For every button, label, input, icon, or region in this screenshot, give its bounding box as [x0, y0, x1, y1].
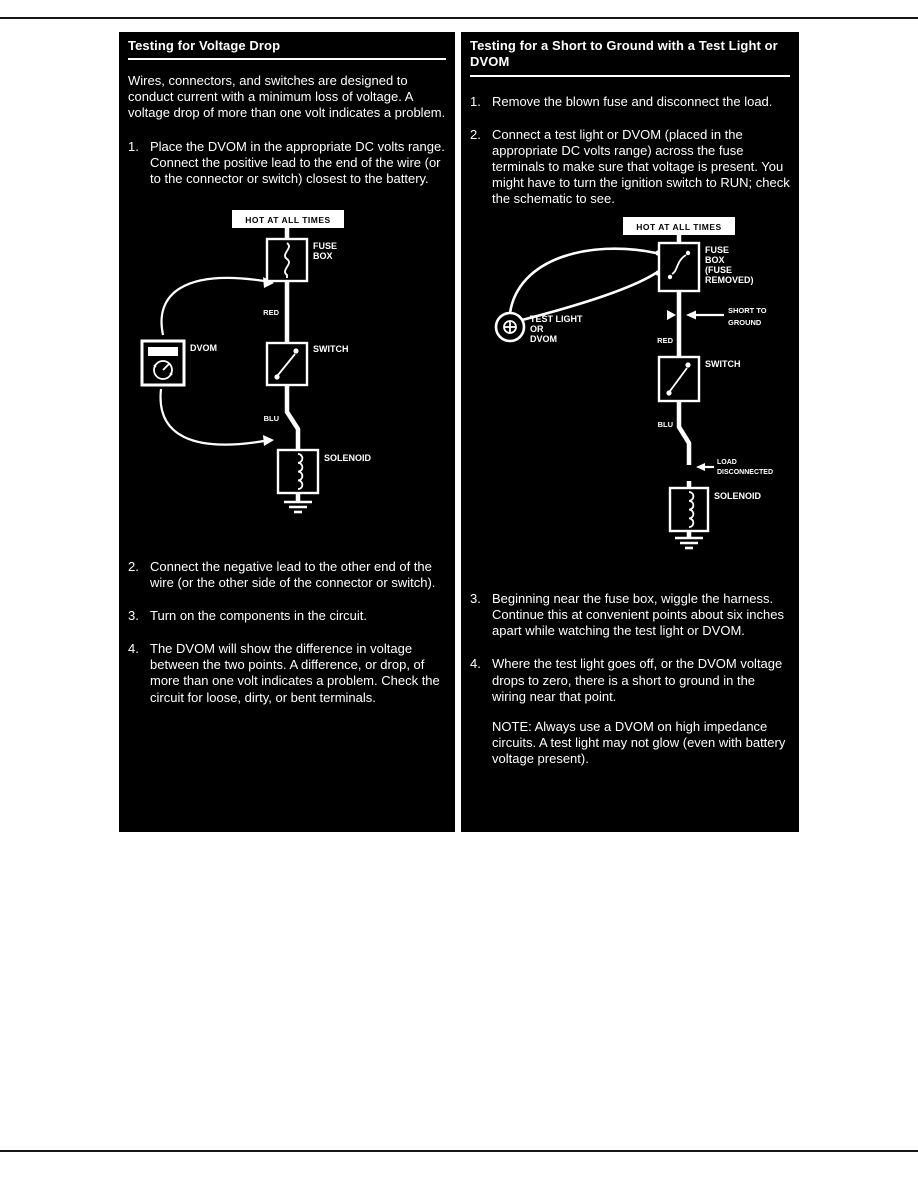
step-number: 3.	[470, 591, 481, 607]
test-light-label-line2: OR	[530, 324, 544, 335]
voltage-drop-panel	[119, 32, 455, 832]
note-paragraph: NOTE: Always use a DVOM on high impedance circuits. A test light may not glow (even with battery voltage present).	[492, 718, 786, 767]
step-2	[128, 559, 446, 591]
step-number: 4.	[128, 641, 139, 657]
switch-label: SWITCH	[313, 343, 349, 354]
load-label-line1: LOAD	[717, 459, 737, 467]
load-label-line2: DISCONNECTED	[717, 469, 774, 477]
step-4	[128, 641, 446, 705]
wire-blu	[679, 401, 689, 465]
short-to-ground-diagram	[470, 215, 790, 575]
step-1	[128, 139, 446, 187]
fuse-label-line3: (FUSE	[705, 265, 732, 276]
blu-wire-label: BLU	[657, 420, 673, 430]
blu-wire-label: BLU	[263, 413, 279, 423]
step-3	[128, 608, 446, 624]
red-wire-label: RED	[657, 336, 673, 346]
test-light-lead-bottom	[522, 273, 656, 320]
step-number: 1.	[470, 93, 481, 109]
step-1	[470, 94, 790, 110]
step-text: Remove the blown fuse and disconnect the load.	[492, 93, 773, 109]
step-text: Connect the negative lead to the other end of the wire (or the other side of the connector or switch).	[150, 558, 436, 591]
step-text: Where the test light goes off, or the DVOM voltage drops to zero, there is a short to ground in the wiring near that point.	[492, 656, 783, 704]
voltage-drop-title: Testing for Voltage Drop	[128, 38, 446, 60]
short-label-line2: GROUND	[728, 318, 762, 328]
short-to-ground-title: Testing for a Short to Ground with a Test Light or DVOM	[470, 38, 790, 77]
load-disconnected-arrow	[696, 463, 714, 471]
step-number: 4.	[470, 656, 481, 672]
step-number: 1.	[128, 138, 139, 154]
fuse-box	[659, 243, 699, 291]
test-light-label-line3: DVOM	[530, 334, 557, 345]
probe-arc-bottom-arrowhead	[263, 435, 274, 446]
fuse-label-line2: BOX	[313, 250, 333, 261]
voltage-drop-diagram	[128, 207, 446, 537]
step-number: 3.	[128, 608, 139, 624]
test-light-label-line1: TEST LIGHT	[530, 314, 583, 325]
hot-label: HOT AT ALL TIMES	[636, 222, 722, 233]
step-text: The DVOM will show the difference in voltage between the two points. A difference, or drop, of more than one volt indicates a problem. Check the circuit for loose, dirty, or bent terminals.	[150, 641, 440, 705]
short-to-ground-panel	[461, 32, 799, 832]
switch-label: SWITCH	[705, 359, 741, 370]
step-text: Beginning near the fuse box, wiggle the harness. Continue this at convenient points about six inches apart while watching the test light or DVOM.	[492, 591, 784, 639]
red-wire-label: RED	[263, 307, 279, 317]
fuse-label-line2: BOX	[705, 255, 725, 266]
probe-arc-top	[162, 278, 264, 335]
solenoid-label: SOLENOID	[714, 491, 762, 502]
fuse-label-line1: FUSE	[705, 245, 730, 256]
step-4	[470, 656, 790, 704]
step-3	[470, 591, 790, 639]
ground-icon	[675, 538, 703, 548]
step-text: Turn on the components in the circuit.	[150, 608, 368, 624]
ground-icon	[284, 502, 312, 512]
step-text: Place the DVOM in the appropriate DC volts range. Connect the positive lead to the end of the wire (or to the connector or switch) closest to the battery.	[150, 138, 445, 186]
top-rule	[0, 17, 918, 19]
step-number: 2.	[470, 126, 481, 142]
fuse-label-line4: REMOVED)	[705, 275, 754, 286]
step-number: 2.	[128, 558, 139, 574]
step-2	[470, 127, 790, 208]
voltage-drop-intro: Wires, connectors, and switches are designed to conduct current with a minimum loss of voltage. A voltage drop of more than one volt indicates a problem.	[128, 73, 446, 121]
test-light-icon	[496, 313, 524, 341]
short-arrowhead	[686, 311, 696, 320]
panels-container	[119, 32, 799, 832]
bottom-rule	[0, 1150, 918, 1152]
wire-blu	[287, 385, 298, 450]
solenoid-label: SOLENOID	[324, 452, 372, 463]
short-to-ground-icon	[667, 310, 724, 320]
probe-arc-bottom	[161, 389, 264, 445]
hot-label: HOT AT ALL TIMES	[245, 214, 331, 225]
step-text: Connect a test light or DVOM (placed in the appropriate DC volts range) across the fuse terminals to make sure that voltage is present. You might have to turn the ignition switch to RUN; check the schematic to see.	[492, 126, 790, 207]
fuse-label-line1: FUSE	[313, 240, 338, 251]
short-label-line1: SHORT TO	[728, 306, 767, 316]
dvom-label: DVOM	[190, 342, 217, 353]
